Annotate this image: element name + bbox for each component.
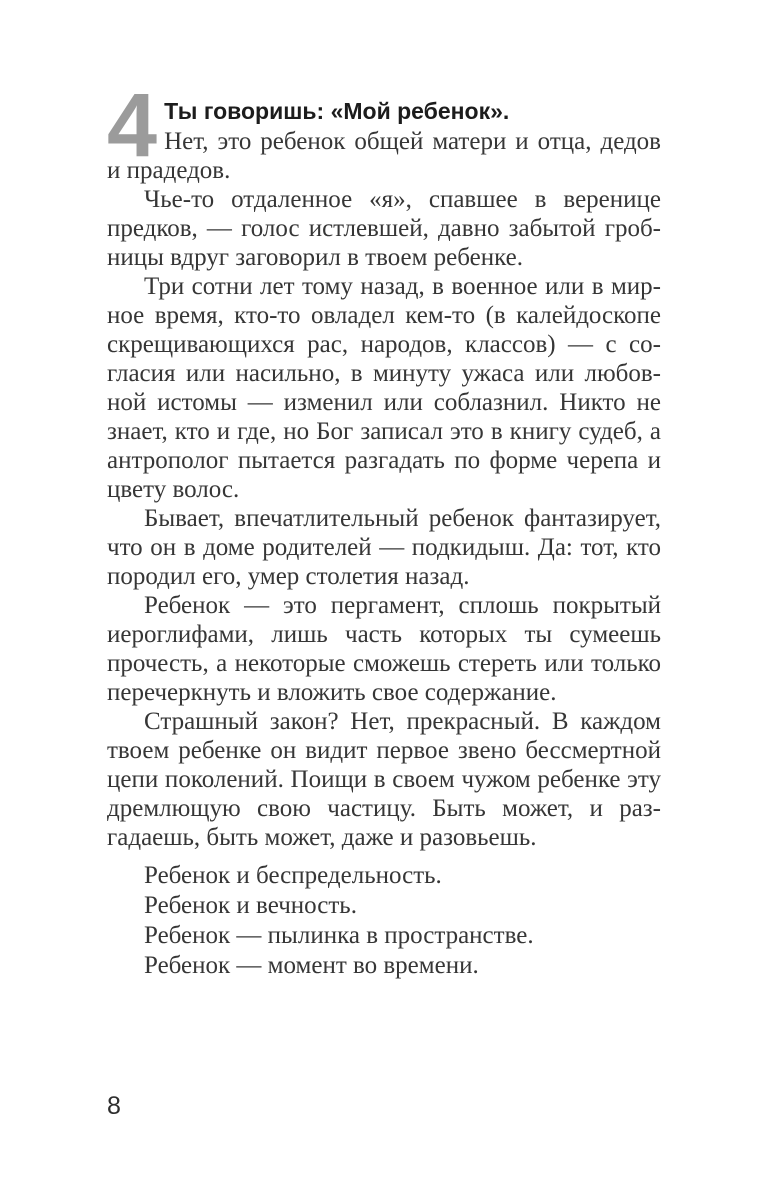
verse-line: Ребенок — момент во времени. [144, 952, 479, 979]
paragraph: Бывает, впечатлительный ребенок фантазирует, что он в доме родителей — подкидыш. Да: тот, кто породил его, умер столетия назад. [107, 505, 661, 590]
text-block [107, 76, 661, 981]
paragraph: Три сотни лет тому назад, в военное или в мирное время, кто-то овладел кем-то (в калейдоскопе скрещивающихся рас, народов, классов) — с согласия или насильно, в минуту ужаса или любовной истомы — изменил или соблазнил. Никто не знает, кто и где, но Бог записал это в книгу судеб, а антрополог пытается разгадать по форме черепа и цвету волос. [107, 273, 661, 503]
paragraph: Чье-то отдаленное «я», спавшее в веренице предков, — голос истлевшей, давно забытой гробницы вдруг заговорил в твоем ребенке. [107, 186, 661, 271]
paragraph: Нет, это ребенок общей матери и отца, дедов и прадедов. [107, 128, 661, 184]
paragraph: Страшный закон? Нет, прекрасный. В каждом твоем ребенке он видит первое звено бессмертной цепи поколений. Поищи в своем чужом ребенке эту дремлющую свою частицу. Быть может, и разгадаешь, быть может, даже и разовьешь. [107, 708, 661, 851]
body-text [107, 127, 661, 852]
verse-line: Ребенок и беспредельность. [144, 862, 442, 889]
page-number: 8 [107, 1092, 121, 1120]
chapter-heading: Ты говоришь: «Мой ребенок». [164, 98, 510, 124]
verse-block [107, 861, 661, 981]
paragraph: Ребенок — это пергамент, сплошь покрытый иероглифами, лишь часть которых ты сумеешь прочесть, а некоторые сможешь стереть или только перечеркнуть и вложить свое содержание. [107, 592, 661, 706]
chapter-number: 4 [107, 76, 156, 176]
verse-line: Ребенок — пылинка в пространстве. [144, 922, 534, 949]
verse-line: Ребенок и вечность. [144, 892, 357, 919]
